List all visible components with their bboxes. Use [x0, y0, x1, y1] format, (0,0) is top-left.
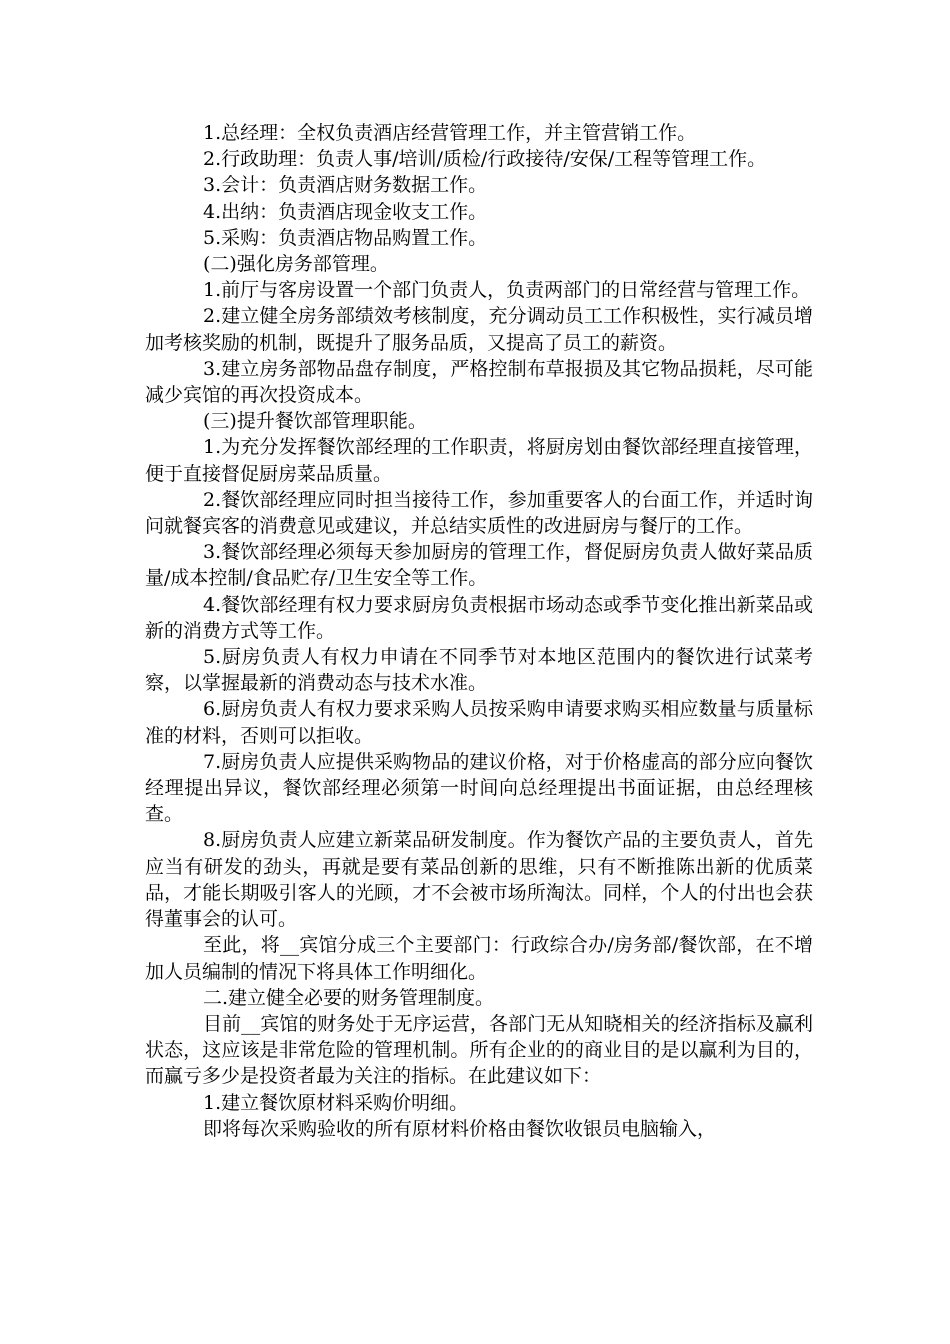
paragraph: 1.总经理：全权负责酒店经营管理工作，并主管营销工作。	[203, 122, 697, 144]
paragraph: 即将每次采购验收的所有原材料价格由餐饮收银员电脑输入，	[203, 1117, 717, 1140]
paragraph: 1.建立餐饮原材料采购价明细。	[203, 1091, 469, 1114]
paragraph: 3.建立房务部物品盘存制度，严格控制布草报损及其它物品损耗，尽可能减少宾馆的再次投资成本。	[145, 357, 813, 407]
paragraph: 2.行政助理：负责人事/培训/质检/行政接待/安保/工程等管理工作。	[203, 148, 767, 171]
paragraph: 7.厨房负责人应提供采购物品的建议价格，对于价格虚高的部分应向餐饮经理提出异议，餐饮部经理必须第一时间向总经理提出书面证据，由总经理核查。	[145, 750, 813, 826]
section-heading: (三)提升餐饮部管理职能。	[203, 410, 427, 433]
paragraph: 1.为充分发挥餐饮部经理的工作职责，将厨房划由餐饮部经理直接管理，便于直接督促厨房菜品质量。	[145, 436, 813, 485]
paragraph: 5.采购：负责酒店物品购置工作。	[203, 226, 488, 249]
paragraph: 5.厨房负责人有权力申请在不同季节对本地区范围内的餐饮进行试菜考察，以掌握最新的消费动态与技术水准。	[145, 646, 813, 695]
paragraph: 2.建立健全房务部绩效考核制度，充分调动员工工作积极性，实行减员增加考核奖励的机制，既提升了服务品质，又提高了员工的薪资。	[145, 305, 813, 354]
paragraph: 8.厨房负责人应建立新菜品研发制度。作为餐饮产品的主要负责人，首先应当有研发的劲头，再就是要有菜品创新的思维，只有不断推陈出新的优质菜品，才能长期吸引客人的光顾，才不会被市场所淘汰。同样，个人的付出也会获得董事会的认可。	[145, 829, 813, 931]
paragraph: 目前__宾馆的财务处于无序运营，各部门无从知晓相关的经济指标及赢利状态，这应该是非常危险的管理机制。所有企业的的商业目的是以赢利为目的，而赢亏多少是投资者最为关注的指标。在此建议如下：	[145, 1012, 813, 1088]
document-body	[145, 120, 813, 1142]
paragraph: 4.出纳：负责酒店现金收支工作。	[203, 200, 488, 223]
paragraph: 至此，将__宾馆分成三个主要部门：行政综合办/房务部/餐饮部，在不增加人员编制的情况下将具体工作明细化。	[145, 934, 813, 983]
paragraph: 3.餐饮部经理必须每天参加厨房的管理工作，督促厨房负责人做好菜品质量/成本控制/食品贮存/卫生安全等工作。	[145, 541, 813, 590]
section-heading: 二.建立健全必要的财务管理制度。	[203, 986, 495, 1009]
paragraph: 2.餐饮部经理应同时担当接待工作，参加重要客人的台面工作，并适时询问就餐宾客的消费意见或建议，并总结实质性的改进厨房与餐厅的工作。	[145, 488, 813, 538]
paragraph: 3.会计：负责酒店财务数据工作。	[203, 174, 488, 197]
paragraph: 6.厨房负责人有权力要求采购人员按采购申请要求购买相应数量与质量标准的材料，否则可以拒收。	[145, 698, 813, 747]
paragraph: 4.餐饮部经理有权力要求厨房负责根据市场动态或季节变化推出新菜品或新的消费方式等工作。	[145, 593, 813, 642]
section-heading: (二)强化房务部管理。	[203, 253, 389, 276]
paragraph: 1.前厅与客房设置一个部门负责人，负责两部门的日常经营与管理工作。	[203, 279, 811, 302]
